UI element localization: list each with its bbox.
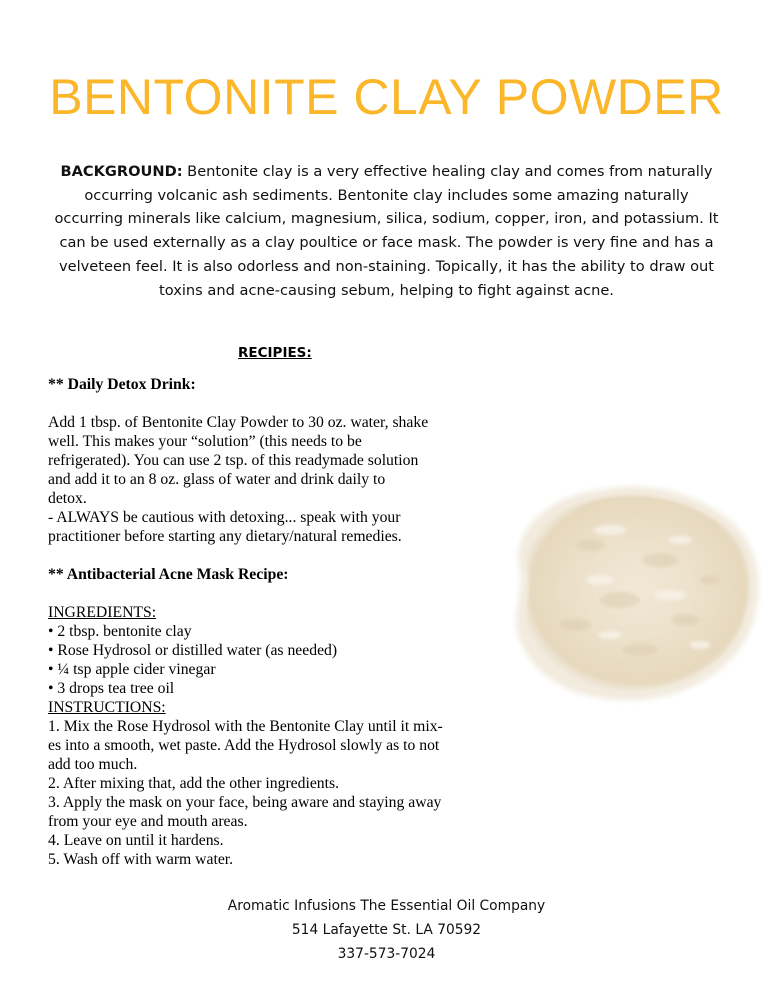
recipes-heading: RECIPIES: xyxy=(238,345,312,361)
detox-line: Add 1 tbsp. of Bentonite Clay Powder to 30 oz. water, shake xyxy=(48,414,429,431)
ingredient-item: • 2 tbsp. bentonite clay xyxy=(48,623,192,640)
ingredient-item: • 3 drops tea tree oil xyxy=(48,680,175,697)
detox-line: detox. xyxy=(48,490,87,507)
detox-line: well. This makes your “solution” (this needs to be xyxy=(48,433,362,450)
page-title: BENTONITE CLAY POWDER xyxy=(49,69,724,125)
ingredient-item: • ¼ tsp apple cider vinegar xyxy=(48,661,216,678)
ingredient-item: • Rose Hydrosol or distilled water (as needed) xyxy=(48,642,338,659)
background-text: Bentonite clay is a very effective healing clay and comes from naturally occurring volcanic ash sediments. Bentonite clay includes some amazing naturally occurring minerals like calcium, magnesium, silica, sodium, copper, iron, and potassium. It can be used externally as a clay poultice or face mask. The powder is very fine and has a velveteen feel. It is also odorless and non-staining. Topically, it has the ability to draw out toxins and acne-causing sebum, helping to fight against acne. xyxy=(54,163,719,299)
acne-mask-title: ** Antibacterial Acne Mask Recipe: xyxy=(48,566,289,583)
instruction-line: add too much. xyxy=(48,756,138,773)
instructions-label: INSTRUCTIONS: xyxy=(48,699,166,716)
company-name: Aromatic Infusions The Essential Oil Company xyxy=(227,898,546,914)
detox-line: - ALWAYS be cautious with detoxing... speak with your xyxy=(48,509,401,526)
instruction-line: 4. Leave on until it hardens. xyxy=(48,832,224,849)
detox-line: and add it to an 8 oz. glass of water and drink daily to xyxy=(48,471,386,488)
background-paragraph xyxy=(48,160,725,302)
company-address: 514 Lafayette St. LA 70592 xyxy=(291,922,482,938)
detox-title: ** Daily Detox Drink: xyxy=(48,376,196,393)
instruction-line: from your eye and mouth areas. xyxy=(48,813,248,830)
instruction-line: 2. After mixing that, add the other ingredients. xyxy=(48,775,340,792)
detox-line: practitioner before starting any dietary/natural remedies. xyxy=(48,528,402,545)
clay-powder-image xyxy=(480,450,773,720)
company-phone: 337-573-7024 xyxy=(337,946,436,962)
recipes-section xyxy=(48,375,508,869)
background-label: BACKGROUND: xyxy=(60,163,183,180)
instruction-line: 5. Wash off with warm water. xyxy=(48,851,234,868)
detox-line: refrigerated). You can use 2 tsp. of this readymade solution xyxy=(48,452,419,469)
instruction-line: 3. Apply the mask on your face, being aware and staying away xyxy=(48,794,442,811)
instruction-line: 1. Mix the Rose Hydrosol with the Bentonite Clay until it mix- xyxy=(48,718,443,735)
ingredients-label: INGREDIENTS: xyxy=(48,604,157,621)
footer xyxy=(0,894,773,966)
instruction-line: es into a smooth, wet paste. Add the Hydrosol slowly as to not xyxy=(48,737,440,754)
